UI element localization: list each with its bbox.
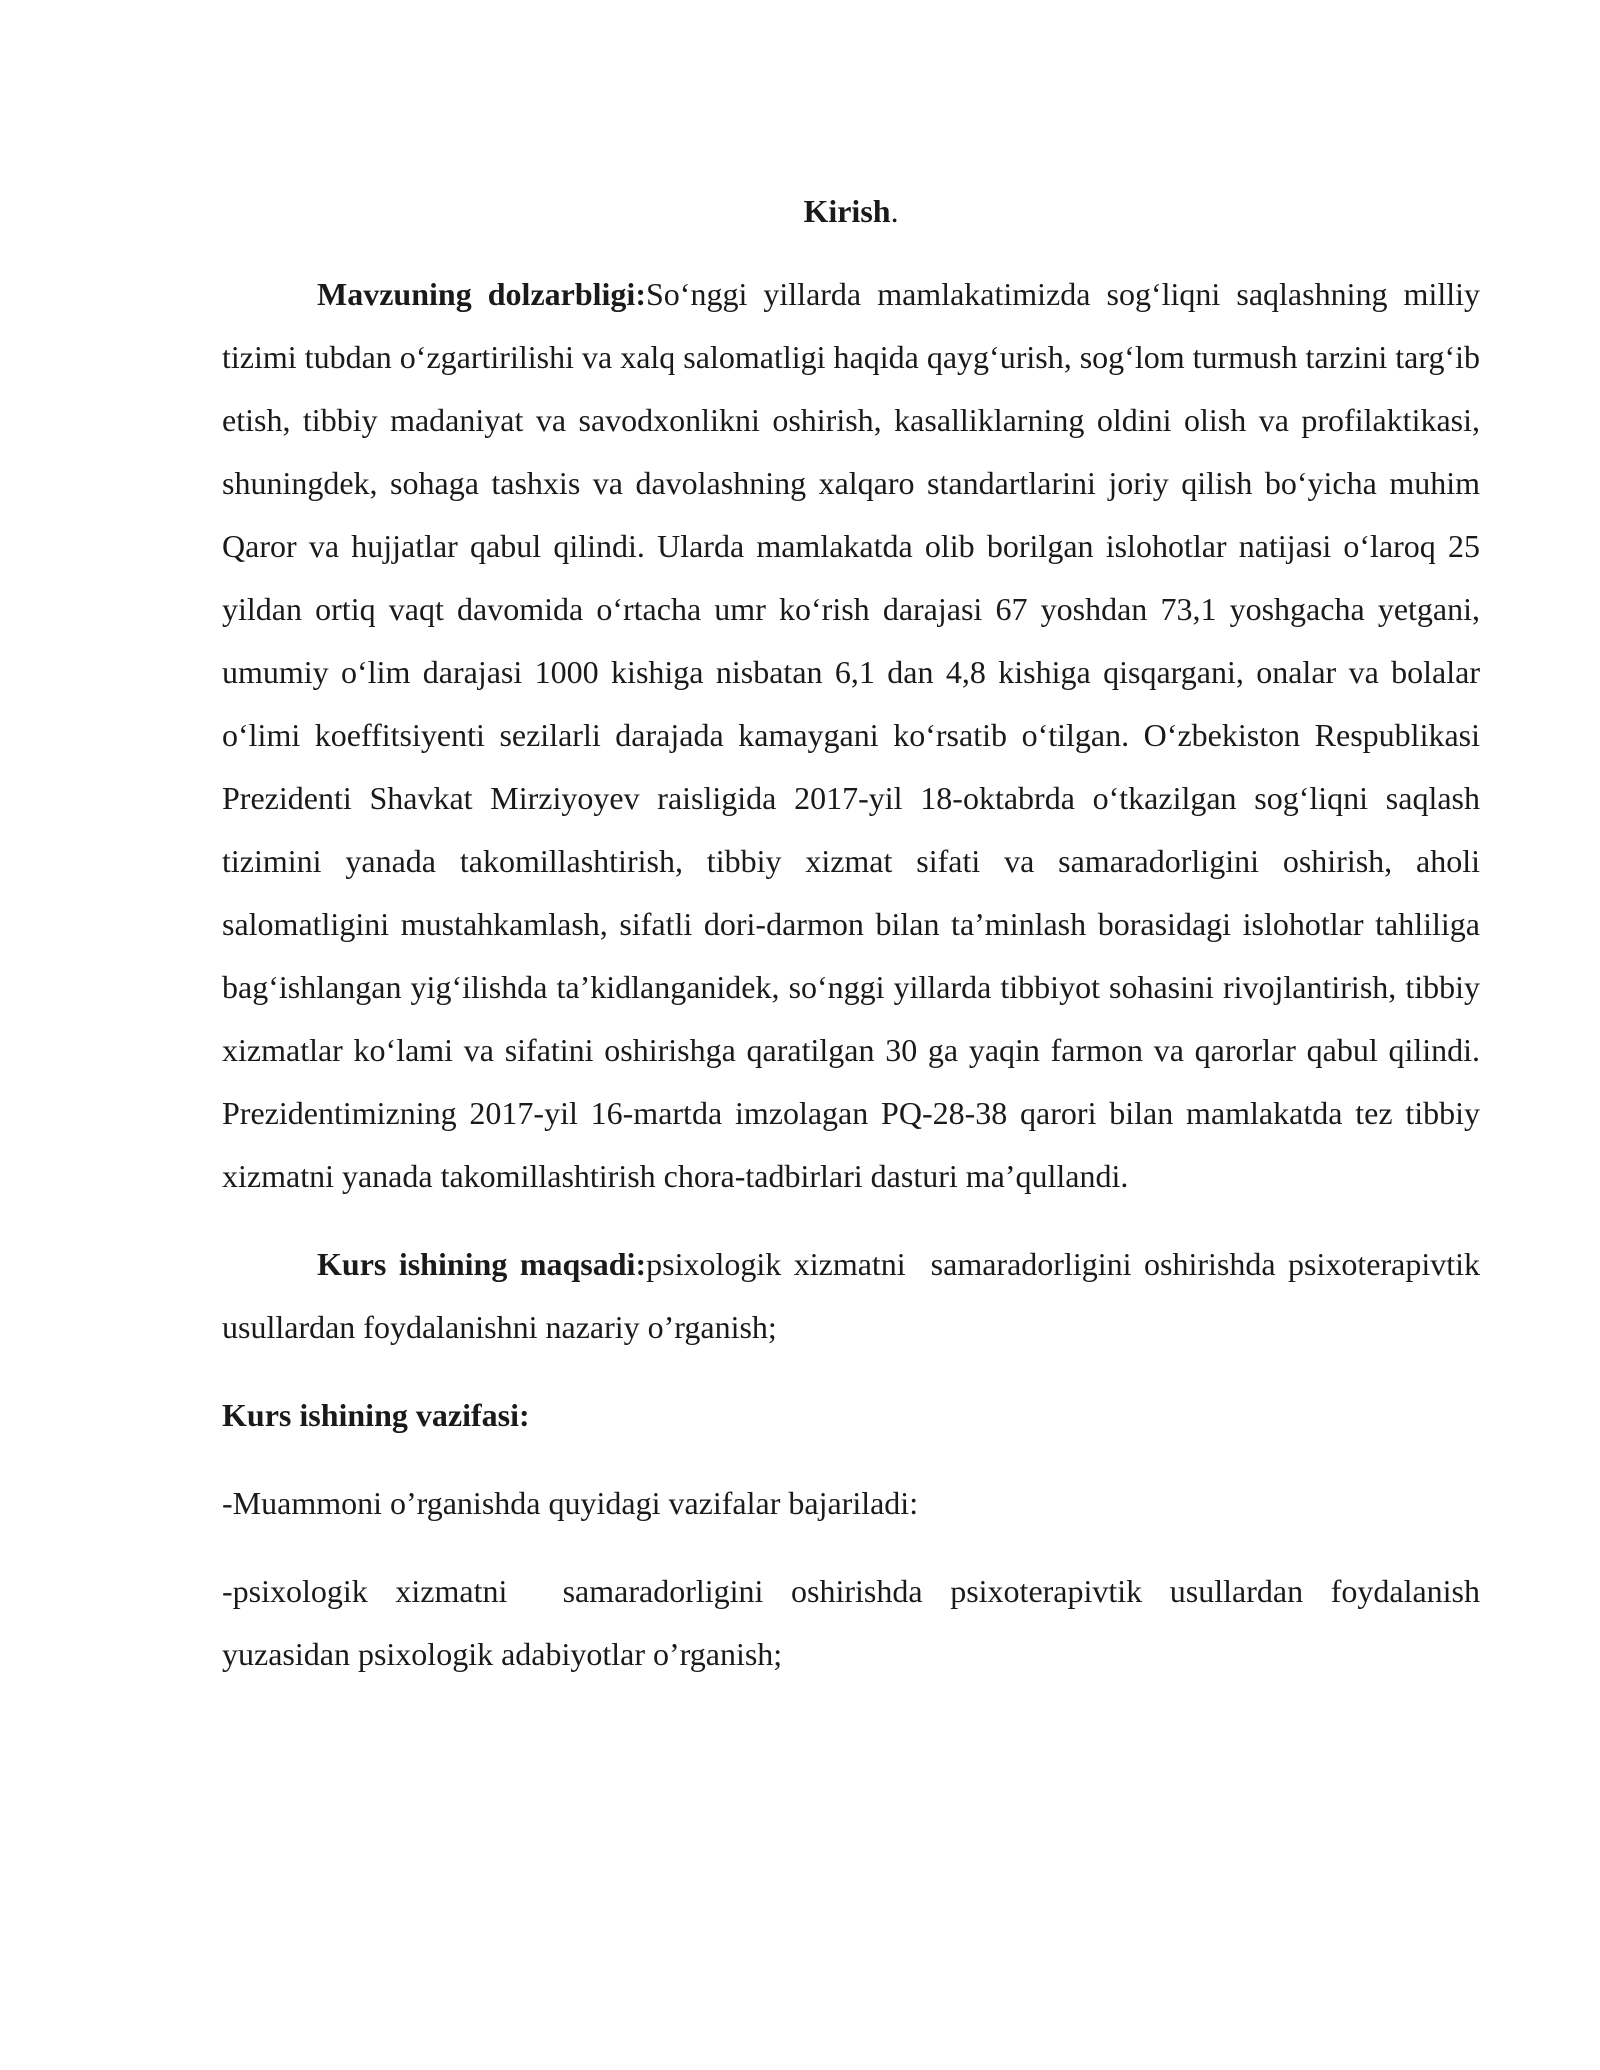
page-title — [222, 180, 1480, 243]
goal-paragraph — [222, 1233, 1489, 1359]
task-item-1: -psixologik xizmatni samaradorligini oshirishda psixoterapivtik usullardan foydalanish yuzasidan psixologik adabiyotlar o’rganish; — [222, 1573, 1496, 1672]
document-page — [222, 180, 1496, 1686]
goal-label: Kurs ishining maqsadi: — [317, 1246, 647, 1282]
relevance-text: So‘nggi yillarda mamlakatimizda sog‘liqni saqlashning milliy tizimi tubdan o‘zgartirilishi va xalq salomatligi haqida qayg‘urish, sog‘lom turmush tarzini targ‘ib etish, tibbiy madaniyat va savodxonlikni oshirish, kasalliklarning oldini olish va profilaktikasi, shuningdek, sohaga tashxis va davolashning xalqaro standartlarini joriy qilish bo‘yicha muhim Qaror va hujjatlar qabul qilindi. Ularda mamlakatda olib borilgan islohotlar natijasi o‘laroq 25 yildan ortiq vaqt davomida o‘rtacha umr ko‘rish darajasi 67 yoshdan 73,1 yoshgacha yetgani, umumiy o‘lim darajasi 1000 kishiga nisbatan 6,1 dan 4,8 kishiga qisqargani, onalar va bolalar o‘limi koeffitsiyenti sezilarli darajada kamaygani ko‘rsatib o‘tilgan. O‘zbekiston Respublikasi Prezidenti Shavkat Mirziyoyev raisligida 2017-yil 18-oktabrda o‘tkazilgan sog‘liqni saqlash tizimini yanada takomillashtirish, tibbiy xizmat sifati va samaradorligini oshirish, aholi salomatligini mustahkamlash, sifatli dori-darmon bilan ta’minlash borasidagi islohotlar tahliliga bag‘ishlangan yig‘ilishda ta’kidlanganidek, so‘nggi yillarda tibbiyot sohasini rivojlantirish, tibbiy xizmatlar ko‘lami va sifatini oshirishga qaratilgan 30 ga yaqin farmon va qarorlar qabul qilindi. Prezidentimizning 2017-yil 16-martda imzolagan PQ-28-38 qarori bilan mamlakatda tez tibbiy xizmatni yanada takomillashtirish chora-tadbirlari dasturi ma’qullandi. — [222, 276, 1481, 1194]
goal-text: psixologik xizmatni samaradorligini oshirishda psixoterapivtik usullardan foydalanishni nazariy o’rganish; — [222, 1246, 1489, 1345]
title-text: Kirish — [803, 193, 891, 229]
tasks-heading: Kurs ishining vazifasi: — [222, 1397, 530, 1433]
tasks-intro: -Muammoni o’rganishda quyidagi vazifalar bajariladi: — [222, 1485, 919, 1521]
title-period: . — [890, 193, 899, 229]
relevance-paragraph — [222, 263, 1480, 1208]
relevance-label: Mavzuning dolzarbligi: — [317, 276, 646, 312]
